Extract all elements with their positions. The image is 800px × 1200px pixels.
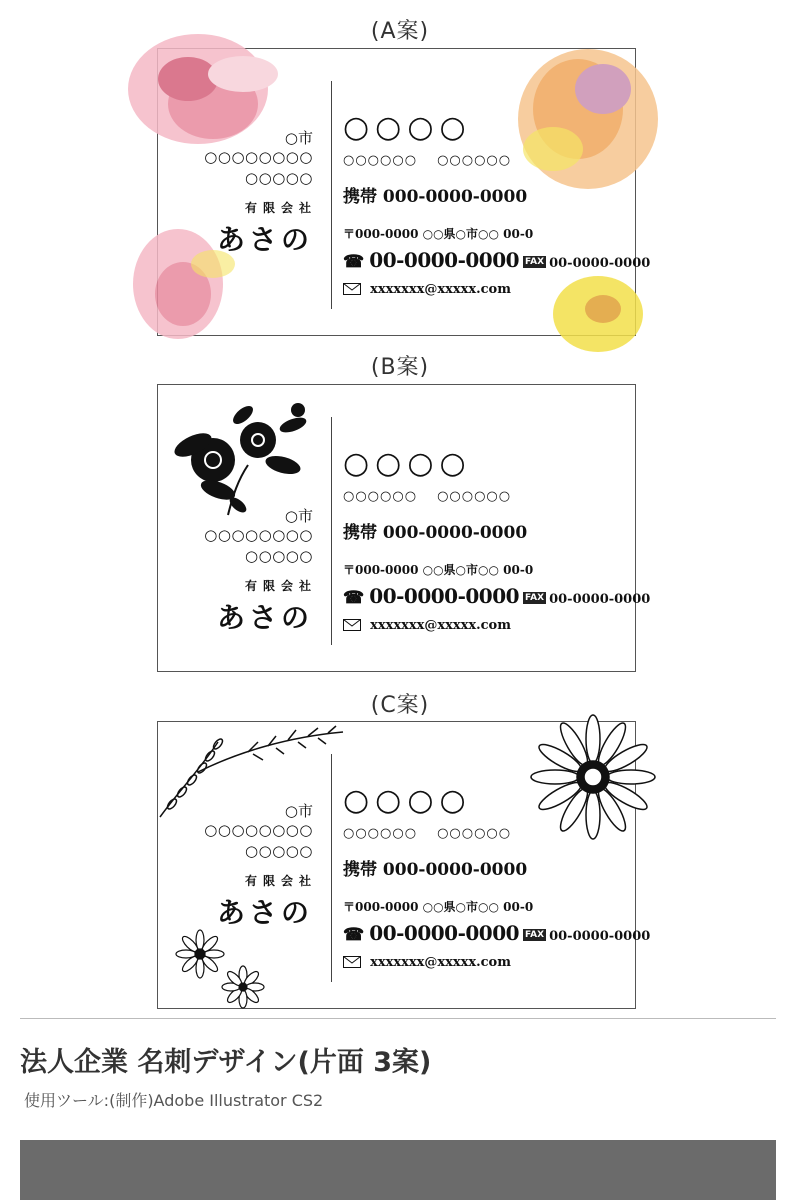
company-kind: 有限会社 <box>244 579 317 593</box>
mail-icon <box>343 956 361 968</box>
phone-icon: ☎ <box>343 925 365 945</box>
email-address: xxxxxxx@xxxxx.com <box>370 618 511 633</box>
fax-badge: FAX <box>525 593 545 603</box>
email-address: xxxxxxx@xxxxx.com <box>370 282 511 297</box>
address-line-2: ○○○○○ <box>245 547 313 565</box>
phone-row <box>343 584 650 608</box>
postal-address: 〒000-0000 ○○県○市○○ 00-0 <box>343 563 534 577</box>
mail-icon <box>343 619 361 631</box>
fax-badge: FAX <box>525 257 545 267</box>
business-card-a <box>157 48 651 336</box>
name-reading-2: ○○○○○○ <box>437 826 512 841</box>
postal-address: 〒000-0000 ○○県○市○○ 00-0 <box>343 227 534 241</box>
name-reading <box>343 489 650 504</box>
variant-a-label: (A案) <box>370 19 430 44</box>
city: ○市 <box>284 802 313 820</box>
card-divider <box>331 417 332 645</box>
portfolio-title: 法人企業 名刺デザイン(片面 3案) <box>20 1047 432 1078</box>
variant-b-label: (B案) <box>370 355 430 380</box>
fax-number: 00-0000-0000 <box>549 592 651 607</box>
address-line-2: ○○○○○ <box>245 842 313 860</box>
name-reading <box>343 153 650 168</box>
mail-icon <box>343 283 361 295</box>
address-line-1: ○○○○○○○○ <box>204 526 313 544</box>
company-name: あさの <box>216 223 313 256</box>
card-left-block <box>204 802 317 931</box>
mobile-number: 携帯 000-0000-0000 <box>343 860 528 880</box>
footer-separator <box>20 1018 776 1019</box>
phone-icon: ☎ <box>343 588 365 608</box>
card-right-block <box>343 111 650 297</box>
business-card-b <box>157 384 651 672</box>
card-divider <box>331 754 332 982</box>
fax-badge: FAX <box>525 930 545 940</box>
mail-row <box>343 614 650 633</box>
fax-number: 00-0000-0000 <box>549 256 651 271</box>
person-name: ○○○○ <box>343 110 472 145</box>
person-name: ○○○○ <box>343 783 472 818</box>
name-reading <box>343 826 650 841</box>
name-reading-1: ○○○○○○ <box>343 489 418 504</box>
name-reading-1: ○○○○○○ <box>343 153 418 168</box>
fax-number: 00-0000-0000 <box>549 929 651 944</box>
company-kind: 有限会社 <box>244 874 317 888</box>
card-left-block <box>204 129 317 258</box>
email-address: xxxxxxx@xxxxx.com <box>370 955 511 970</box>
name-reading-2: ○○○○○○ <box>437 153 512 168</box>
city: ○市 <box>284 129 313 147</box>
card-right-block <box>343 784 650 970</box>
variant-c-label: (C案) <box>370 693 430 718</box>
company-name: あさの <box>216 896 313 929</box>
company-name: あさの <box>216 601 313 634</box>
card-divider <box>331 81 332 309</box>
phone-row <box>343 921 650 945</box>
tel-number: 00-0000-0000 <box>369 921 520 945</box>
address-line-2: ○○○○○ <box>245 169 313 187</box>
tel-number: 00-0000-0000 <box>369 584 520 608</box>
phone-icon: ☎ <box>343 252 365 272</box>
tools-used: 使用ツール:(制作)Adobe Illustrator CS2 <box>24 1091 324 1110</box>
card-right-block <box>343 447 650 633</box>
mobile-number: 携帯 000-0000-0000 <box>343 187 528 207</box>
bottom-bar <box>20 1140 776 1200</box>
phone-row <box>343 248 650 272</box>
name-reading-2: ○○○○○○ <box>437 489 512 504</box>
address-line-1: ○○○○○○○○ <box>204 821 313 839</box>
card-left-block <box>204 507 317 636</box>
tel-number: 00-0000-0000 <box>369 248 520 272</box>
address-line-1: ○○○○○○○○ <box>204 148 313 166</box>
mail-row <box>343 951 650 970</box>
daisy-small-icons <box>176 930 264 1008</box>
person-name: ○○○○ <box>343 446 472 481</box>
postal-address: 〒000-0000 ○○県○市○○ 00-0 <box>343 900 534 914</box>
city: ○市 <box>284 507 313 525</box>
company-kind: 有限会社 <box>244 201 317 215</box>
mobile-number: 携帯 000-0000-0000 <box>343 523 528 543</box>
mail-row <box>343 278 650 297</box>
name-reading-1: ○○○○○○ <box>343 826 418 841</box>
business-card-c <box>157 721 651 1009</box>
